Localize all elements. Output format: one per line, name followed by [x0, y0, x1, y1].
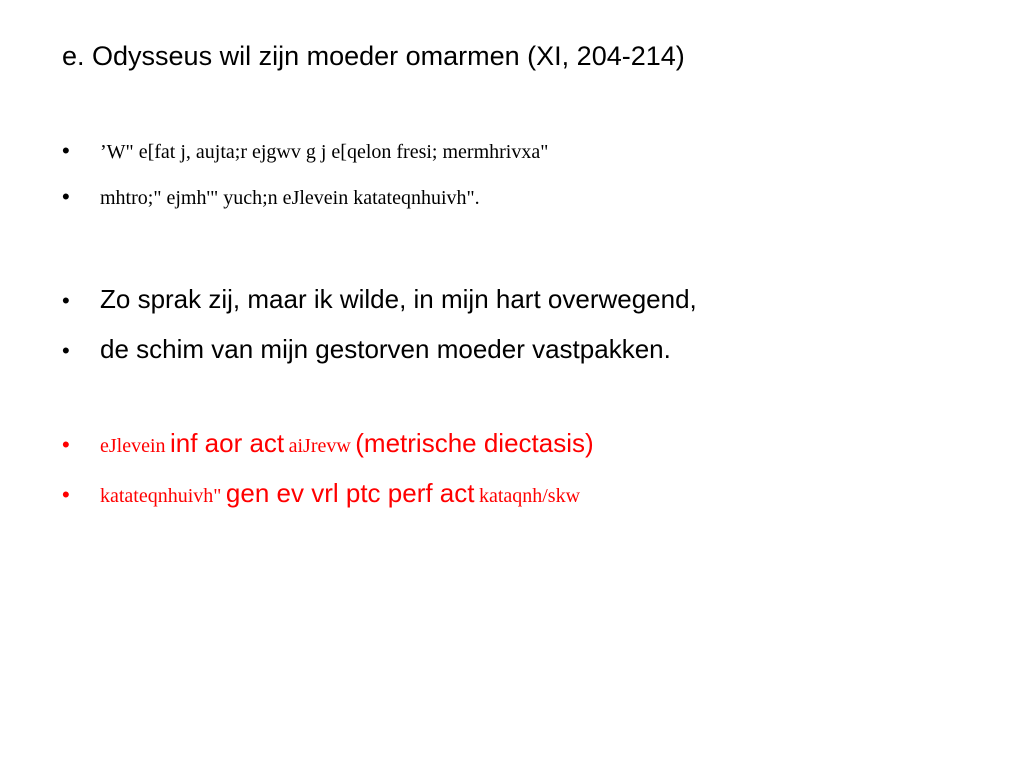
- bullet-marker: •: [62, 288, 70, 313]
- greek-line-2: [62, 184, 480, 210]
- slide-title: e. Odysseus wil zijn moeder omarmen (XI, 204-214): [62, 41, 685, 71]
- note-extra: (metrische diectasis): [355, 428, 594, 458]
- bullet-marker: •: [62, 482, 70, 507]
- bullet-marker: •: [62, 184, 70, 209]
- note-analysis: gen ev vrl ptc perf act: [225, 478, 475, 508]
- note-term: katateqnhuivh": [100, 485, 222, 507]
- greek-line-text: mhtro;" ejmh'" yuch;n eJlevein katateqnhuivh".: [100, 187, 480, 209]
- bullet-marker: •: [62, 138, 70, 163]
- greek-line-text: ’W" e[fat j, aujta;r ejgwv g j e[qelon fresi; mermhrivxa": [100, 141, 549, 163]
- dutch-line-text: Zo sprak zij, maar ik wilde, in mijn hart overwegend,: [100, 284, 697, 314]
- dutch-line-1: [62, 284, 697, 315]
- greek-line-1: [62, 138, 548, 164]
- grammar-note-1: [62, 428, 594, 459]
- dutch-line-2: [62, 334, 671, 365]
- note-term: eJlevein: [100, 435, 166, 457]
- note-analysis: inf aor act: [169, 428, 285, 458]
- grammar-note-2: [62, 478, 580, 509]
- note-lemma: kataqnh/skw: [478, 485, 581, 507]
- bullet-marker: •: [62, 338, 70, 363]
- dutch-line-text: de schim van mijn gestorven moeder vastpakken.: [100, 334, 671, 364]
- note-lemma: aiJrevw: [288, 435, 351, 457]
- bullet-marker: •: [62, 432, 70, 457]
